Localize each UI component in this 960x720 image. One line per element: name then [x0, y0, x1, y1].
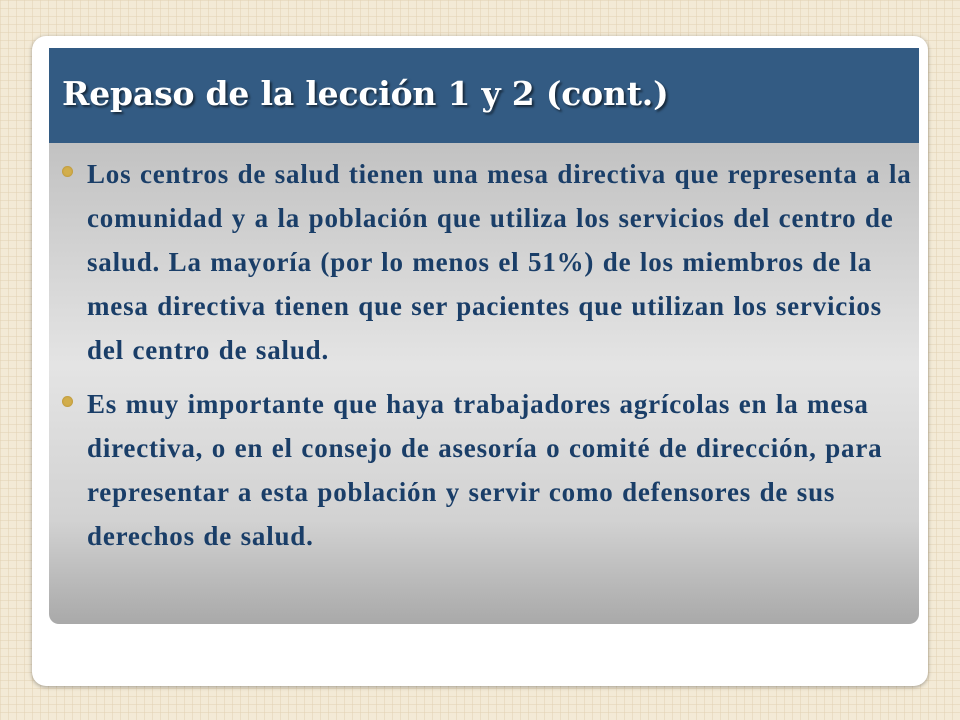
slide-title: Repaso de la lección 1 y 2 (cont.): [62, 74, 669, 113]
bullet-text: Es muy importante que haya trabajadores agrícolas en la mesa directiva, o en el consejo de asesoría o comité de dirección, para representar a esta población y servir como defensores de sus derechos de salud.: [87, 389, 883, 551]
bullet-item: [49, 152, 919, 372]
title-bar: [49, 48, 919, 143]
bullet-dot-icon: [62, 396, 73, 407]
bullet-text: Los centros de salud tienen una mesa directiva que representa a la comunidad y a la población que utiliza los servicios del centro de salud. La mayoría (por lo menos el 51%) de los miembros de la mesa directiva tienen que ser pacientes que utilizan los servicios del centro de salud.: [87, 159, 912, 365]
bullet-list: [49, 152, 919, 568]
bullet-item: [49, 382, 919, 558]
bullet-dot-icon: [62, 166, 73, 177]
content-panel: [49, 48, 919, 624]
